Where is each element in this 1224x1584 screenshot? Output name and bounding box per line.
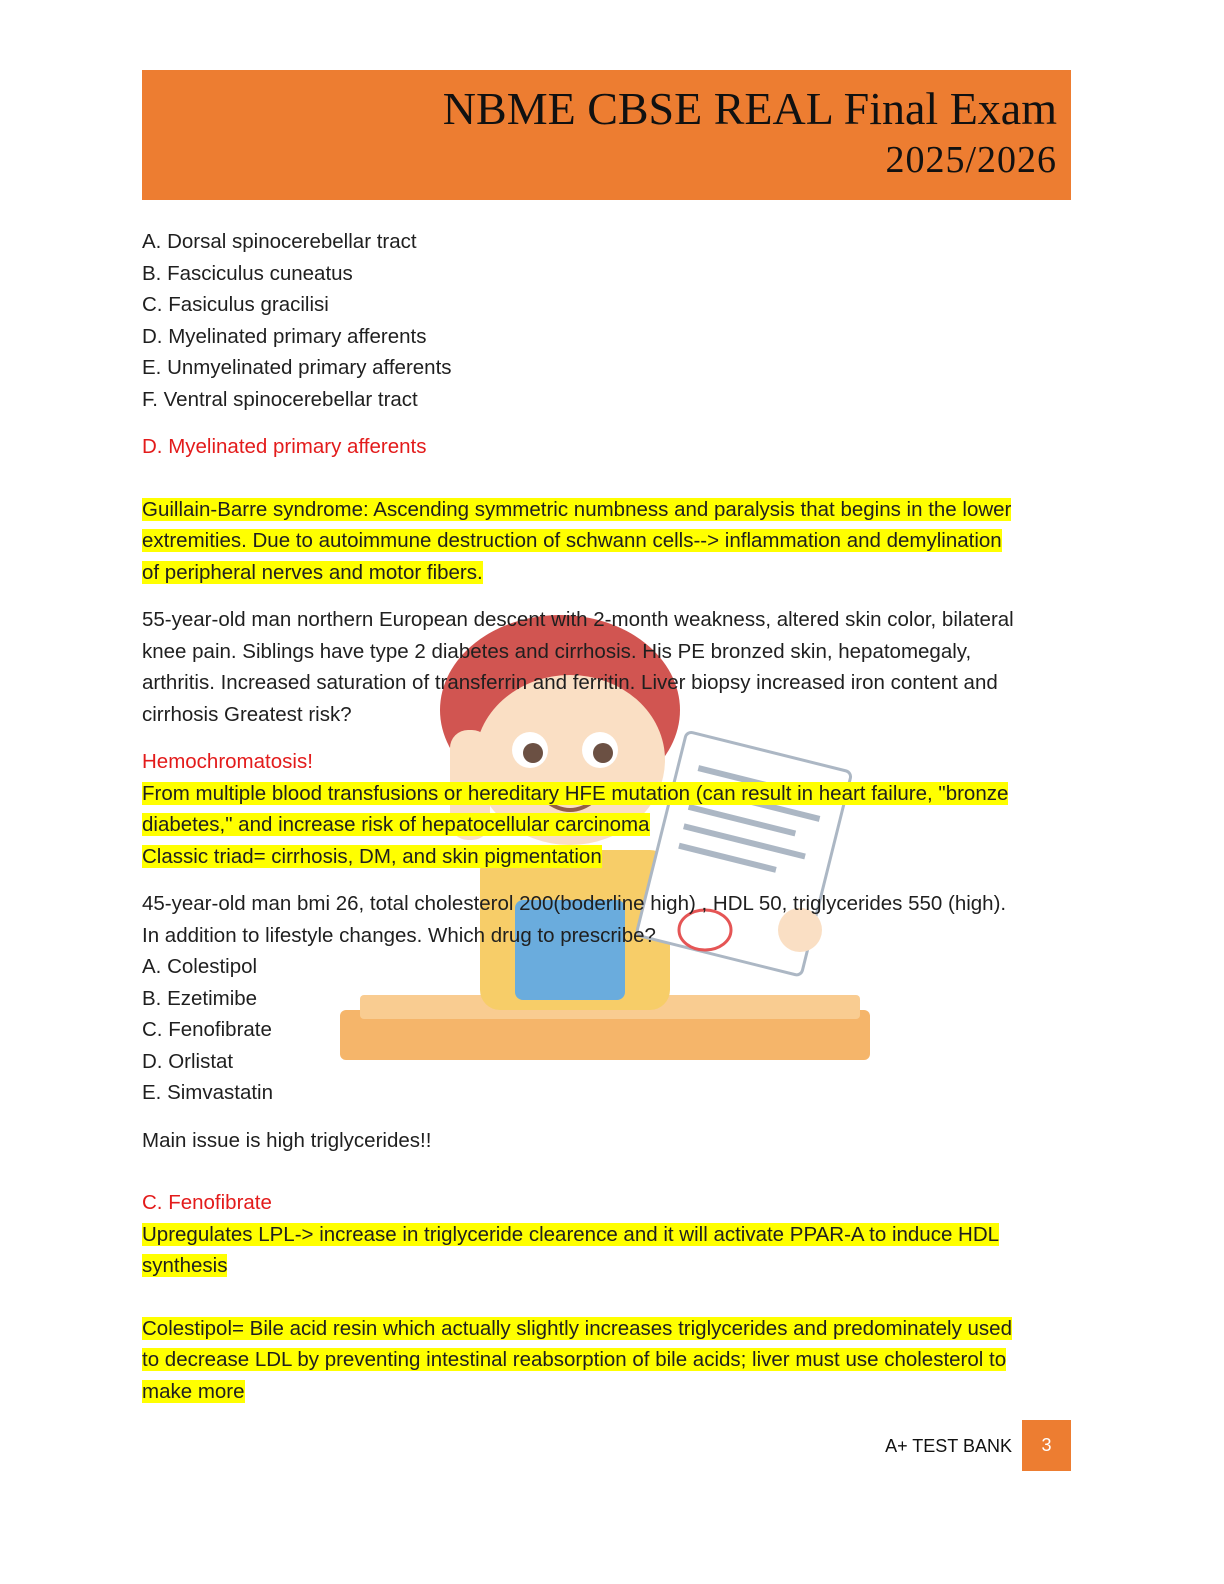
answer-line: C. Fenofibrate <box>142 1191 272 1214</box>
question-line: 45-year-old man bmi 26, total cholesterol 200(boderline high) , HDL 50, triglycerides 550 (high). <box>142 892 1007 915</box>
footer-label: A+ TEST BANK <box>885 1436 1012 1456</box>
question-line: In addition to lifestyle changes. Which drug to prescribe? <box>142 923 656 947</box>
answer-line: Hemochromatosis! <box>142 750 313 773</box>
highlighted-explanation: From multiple blood transfusions or hereditary HFE mutation (can result in heart failure, "bronze <box>142 781 1009 805</box>
document-year: 2025/2026 <box>885 139 1057 181</box>
highlighted-explanation: extremities. Due to autoimmune destruction of schwann cells--> inflammation and demylination <box>142 529 1002 552</box>
option-line: A. Colestipol <box>142 955 258 978</box>
highlighted-explanation: Guillain-Barre syndrome: Ascending symmetric numbness and paralysis that begins in the lower <box>142 497 1012 521</box>
option-line: D. Orlistat <box>142 1049 234 1073</box>
highlighted-explanation: synthesis <box>142 1254 228 1277</box>
answer-line: D. Myelinated primary afferents <box>142 435 427 458</box>
highlighted-explanation: Classic triad= cirrhosis, DM, and skin pigmentation <box>142 844 602 868</box>
option-line: B. Ezetimibe <box>142 986 258 1010</box>
highlighted-explanation: of peripheral nerves and motor fibers. <box>142 560 483 584</box>
highlighted-explanation: diabetes," and increase risk of hepatocellular carcinoma <box>142 813 650 836</box>
question-line: knee pain. Siblings have type 2 diabetes and cirrhosis. His PE bronzed skin, hepatomegaly, <box>142 639 972 663</box>
highlighted-explanation: make more <box>142 1379 245 1403</box>
option-line: D. Myelinated primary afferents <box>142 324 427 348</box>
option-line: C. Fenofibrate <box>142 1018 272 1041</box>
page-content <box>142 226 1072 1407</box>
highlighted-explanation: Colestipol= Bile acid resin which actually slightly increases triglycerides and predominately used <box>142 1316 1012 1340</box>
option-line: C. Fasiculus gracilisi <box>142 293 329 316</box>
question-line: 55-year-old man northern European descent with 2-month weakness, altered skin color, bilateral <box>142 608 1014 631</box>
highlighted-explanation: Upregulates LPL-> increase in triglyceride clearence and it will activate PPAR-A to induce HDL <box>142 1222 1000 1246</box>
option-line: E. Unmyelinated primary afferents <box>142 356 452 379</box>
highlighted-explanation: to decrease LDL by preventing intestinal reabsorption of bile acids; liver must use cholesterol to <box>142 1348 1007 1371</box>
note-line: Main issue is high triglycerides!! <box>142 1128 432 1152</box>
option-line: E. Simvastatin <box>142 1081 274 1104</box>
question-line: arthritis. Increased saturation of transferrin and ferritin. Liver biopsy increased iron content and <box>142 671 998 694</box>
option-line: A. Dorsal spinocerebellar tract <box>142 230 417 253</box>
option-line: F. Ventral spinocerebellar tract <box>142 387 418 411</box>
question-line: cirrhosis Greatest risk? <box>142 702 352 726</box>
document-title: NBME CBSE REAL Final Exam <box>442 83 1057 134</box>
page-number: 3 <box>1022 1420 1071 1471</box>
option-line: B. Fasciculus cuneatus <box>142 261 353 285</box>
header-band <box>142 70 1071 200</box>
